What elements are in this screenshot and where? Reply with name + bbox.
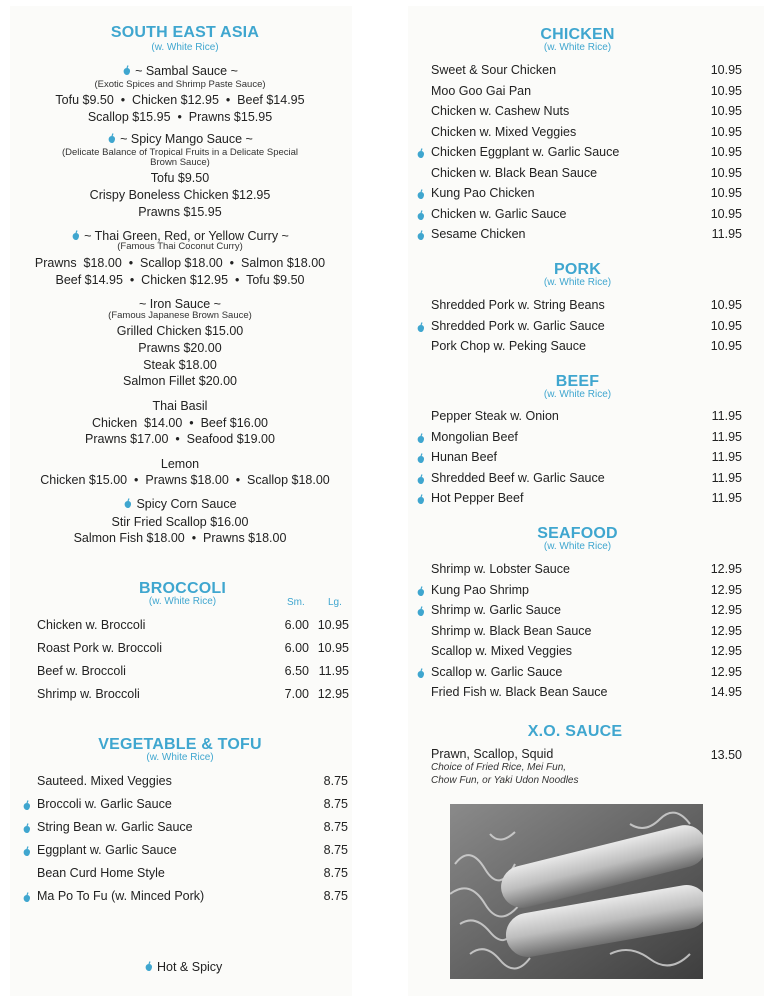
corn-name: Spicy Corn Sauce (136, 497, 237, 511)
menu-item-price: 10.95 (710, 145, 742, 159)
corn-heading (20, 497, 340, 511)
xo-note-1: Choice of Fried Rice, Mei Fun, (431, 762, 567, 773)
seafood-title: SEAFOOD (537, 525, 618, 542)
menu-item-price: 10.95 (710, 124, 742, 139)
mango-desc-2: Brown Sauce) (150, 157, 210, 168)
menu-item-name: Hot Pepper Beef (431, 491, 524, 505)
lemon-name: Lemon (160, 457, 200, 471)
menu-item-price-large: 10.95 (317, 641, 349, 655)
hot-pepper-icon (416, 451, 426, 462)
sambal-name: ~ Sambal Sauce ~ (135, 64, 238, 78)
hot-pepper-icon (416, 666, 426, 677)
beef-subtitle: (w. White Rice) (543, 389, 612, 400)
menu-item-price-large: 12.95 (317, 687, 349, 701)
chicken-subtitle: (w. White Rice) (543, 42, 612, 53)
basil-line-1: Chicken $14.00 • Beef $16.00 (91, 416, 269, 430)
hot-pepper-icon (71, 230, 81, 241)
menu-item-price-small: 6.00 (284, 641, 309, 655)
menu-item-price: 10.95 (710, 339, 742, 353)
xo-title: X.O. SAUCE (527, 723, 623, 740)
menu-item-price: 10.95 (710, 104, 742, 118)
egg-rolls-photo (450, 804, 703, 979)
menu-item-name: String Bean w. Garlic Sauce (37, 820, 193, 834)
hot-pepper-icon (123, 498, 133, 509)
basil-name: Thai Basil (152, 399, 208, 413)
menu-item-name: Pepper Steak w. Onion (431, 409, 559, 423)
sambal-heading (20, 64, 340, 78)
menu-item-price: 10.95 (710, 206, 742, 221)
menu-item-name: Kung Pao Shrimp (431, 582, 529, 597)
curry-line-1: Prawns $18.00 • Scallop $18.00 • Salmon $18.00 (34, 256, 326, 270)
hot-pepper-icon (416, 431, 426, 442)
menu-item-name: Sweet & Sour Chicken (431, 63, 557, 77)
menu-item-name: Moo Goo Gai Pan (431, 83, 532, 98)
mango-heading (20, 132, 340, 146)
menu-item-price: 10.95 (710, 165, 742, 180)
menu-item-name: Chicken Eggplant w. Garlic Sauce (431, 145, 620, 159)
menu-item-price: 10.95 (710, 298, 742, 312)
menu-item-price-large: 11.95 (318, 664, 349, 678)
menu-item-name: Eggplant w. Garlic Sauce (37, 843, 177, 857)
menu-item-price: 10.95 (710, 318, 742, 333)
menu-item-price: 11.95 (711, 409, 742, 423)
hot-pepper-icon (416, 320, 426, 331)
menu-item-price: 12.95 (710, 562, 742, 576)
beef-title: BEEF (555, 373, 600, 390)
menu-item-price: 12.95 (710, 623, 742, 638)
menu-item-name: Beef w. Broccoli (37, 664, 126, 678)
menu-item-name: Broccoli w. Garlic Sauce (37, 797, 172, 811)
menu-item-price: 11.95 (711, 470, 742, 485)
xo-item-price: 13.50 (710, 748, 742, 762)
menu-item-name: Shredded Pork w. String Beans (431, 298, 605, 312)
menu-item-name: Scallop w. Garlic Sauce (431, 664, 563, 679)
mango-line-1: Tofu $9.50 (150, 171, 210, 185)
hot-pepper-icon (22, 821, 32, 832)
menu-item-price: 8.75 (323, 866, 348, 880)
vegetable-subtitle: (w. White Rice) (146, 752, 214, 763)
sambal-desc: (Exotic Spices and Shrimp Paste Sauce) (94, 79, 266, 90)
hot-pepper-icon (416, 146, 426, 157)
menu-item-name: Chicken w. Garlic Sauce (431, 206, 567, 221)
pork-subtitle: (w. White Rice) (543, 277, 612, 288)
iron-name: ~ Iron Sauce ~ (138, 297, 221, 311)
egg-rolls-illustration (450, 804, 703, 979)
menu-item-name: Pork Chop w. Peking Sauce (431, 339, 586, 353)
menu-item-price-small: 6.00 (284, 618, 309, 632)
xo-note-2: Chow Fun, or Yaki Udon Noodles (431, 775, 579, 786)
broccoli-sm-label: Sm. (287, 597, 305, 608)
curry-name: ~ Thai Green, Red, or Yellow Curry ~ (84, 229, 289, 243)
pork-title: PORK (553, 261, 602, 278)
broccoli-title: BROCCOLI (139, 580, 226, 597)
menu-item-name: Sesame Chicken (431, 227, 526, 241)
vegetable-title: VEGETABLE & TOFU (98, 736, 262, 753)
corn-line-2: Salmon Fish $18.00 • Prawns $18.00 (73, 531, 287, 545)
southeast-subtitle: (w. White Rice) (151, 42, 219, 53)
sambal-line-1: Tofu $9.50 • Chicken $12.95 • Beef $14.95 (55, 93, 305, 107)
corn-line-1: Stir Fried Scallop $16.00 (111, 515, 249, 529)
hot-pepper-icon (416, 604, 426, 615)
legend-label: Hot & Spicy (157, 960, 223, 974)
menu-item-price: 12.95 (710, 644, 742, 658)
hot-pepper-icon (416, 228, 426, 239)
menu-item-name: Chicken w. Black Bean Sauce (431, 165, 598, 180)
curry-line-2: Beef $14.95 • Chicken $12.95 • Tofu $9.50 (55, 273, 305, 287)
hot-pepper-icon (22, 890, 32, 901)
mango-line-3: Prawns $15.95 (138, 205, 222, 219)
hot-pepper-icon (22, 798, 32, 809)
menu-item-price: 12.95 (710, 664, 742, 679)
menu-item-name: Hunan Beef (431, 450, 498, 464)
southeast-title: SOUTH EAST ASIA (110, 24, 260, 41)
hot-pepper-icon (107, 133, 117, 144)
menu-item-price: 8.75 (323, 843, 348, 857)
sambal-line-2: Scallop $15.95 • Prawns $15.95 (87, 110, 273, 124)
iron-line-1: Grilled Chicken $15.00 (116, 324, 244, 338)
menu-item-name: Fried Fish w. Black Bean Sauce (431, 685, 608, 699)
mango-desc-1: (Delicate Balance of Tropical Fruits in a Delicate Special (61, 147, 299, 158)
curry-desc: (Famous Thai Coconut Curry) (117, 241, 243, 252)
menu-item-price: 8.75 (323, 774, 348, 788)
menu-item-name: Chicken w. Mixed Veggies (431, 124, 577, 139)
iron-line-4: Salmon Fillet $20.00 (123, 374, 237, 388)
menu-item-price-small: 6.50 (284, 664, 309, 678)
menu-item-name: Sauteed. Mixed Veggies (37, 774, 172, 788)
menu-item-name: Shredded Pork w. Garlic Sauce (431, 318, 605, 333)
menu-item-price-large: 10.95 (317, 618, 349, 632)
menu-item-price: 11.95 (711, 450, 742, 464)
menu-item-price-small: 7.00 (284, 687, 309, 701)
menu-item-price: 11.95 (711, 227, 742, 241)
hot-pepper-icon (22, 844, 32, 855)
menu-item-price: 10.95 (710, 83, 742, 98)
iron-desc: (Famous Japanese Brown Sauce) (108, 310, 252, 321)
hot-pepper-icon (416, 492, 426, 503)
menu-item-price: 14.95 (710, 685, 742, 699)
seafood-subtitle: (w. White Rice) (543, 541, 612, 552)
menu-item-name: Scallop w. Mixed Veggies (431, 644, 573, 658)
mango-line-2: Crispy Boneless Chicken $12.95 (89, 188, 271, 202)
menu-item-price: 8.75 (323, 889, 348, 903)
menu-item-name: Ma Po To Fu (w. Minced Pork) (37, 889, 205, 903)
menu-item-price: 12.95 (710, 603, 742, 617)
hot-pepper-icon (144, 961, 154, 972)
basil-line-2: Prawns $17.00 • Seafood $19.00 (85, 432, 275, 446)
menu-item-name: Shrimp w. Lobster Sauce (431, 562, 570, 576)
menu-item-price: 10.95 (710, 186, 742, 200)
menu-item-name: Roast Pork w. Broccoli (37, 641, 163, 655)
xo-item-name: Prawn, Scallop, Squid (431, 747, 554, 761)
hot-pepper-icon (416, 208, 426, 219)
menu-item-price: 8.75 (323, 820, 348, 834)
menu-item-name: Mongolian Beef (431, 429, 518, 444)
menu-item-price: 12.95 (710, 582, 742, 597)
iron-line-3: Steak $18.00 (143, 358, 217, 372)
broccoli-subtitle: (w. White Rice) (148, 596, 217, 607)
menu-item-price: 8.75 (323, 797, 348, 811)
menu-item-price: 10.95 (710, 63, 742, 77)
chicken-title: CHICKEN (540, 26, 615, 43)
menu-item-price: 11.95 (711, 429, 742, 444)
menu-item-name: Chicken w. Cashew Nuts (431, 104, 570, 118)
hot-spicy-legend (144, 960, 222, 974)
hot-pepper-icon (416, 187, 426, 198)
hot-pepper-icon (416, 584, 426, 595)
menu-item-name: Chicken w. Broccoli (37, 618, 146, 632)
menu-item-name: Bean Curd Home Style (37, 866, 165, 880)
menu-item-name: Shrimp w. Black Bean Sauce (431, 623, 592, 638)
broccoli-lg-label: Lg. (328, 597, 342, 608)
hot-pepper-icon (416, 472, 426, 483)
menu-item-name: Shrimp w. Garlic Sauce (431, 603, 561, 617)
menu-item-price: 11.95 (711, 491, 742, 505)
menu-item-name: Shrimp w. Broccoli (37, 687, 140, 701)
menu-item-name: Shredded Beef w. Garlic Sauce (431, 470, 605, 485)
menu-item-name: Kung Pao Chicken (431, 186, 535, 200)
hot-pepper-icon (122, 65, 132, 76)
lemon-line-1: Chicken $15.00 • Prawns $18.00 • Scallop $18.00 (40, 473, 330, 487)
iron-line-2: Prawns $20.00 (138, 341, 222, 355)
mango-name: ~ Spicy Mango Sauce ~ (120, 132, 253, 146)
